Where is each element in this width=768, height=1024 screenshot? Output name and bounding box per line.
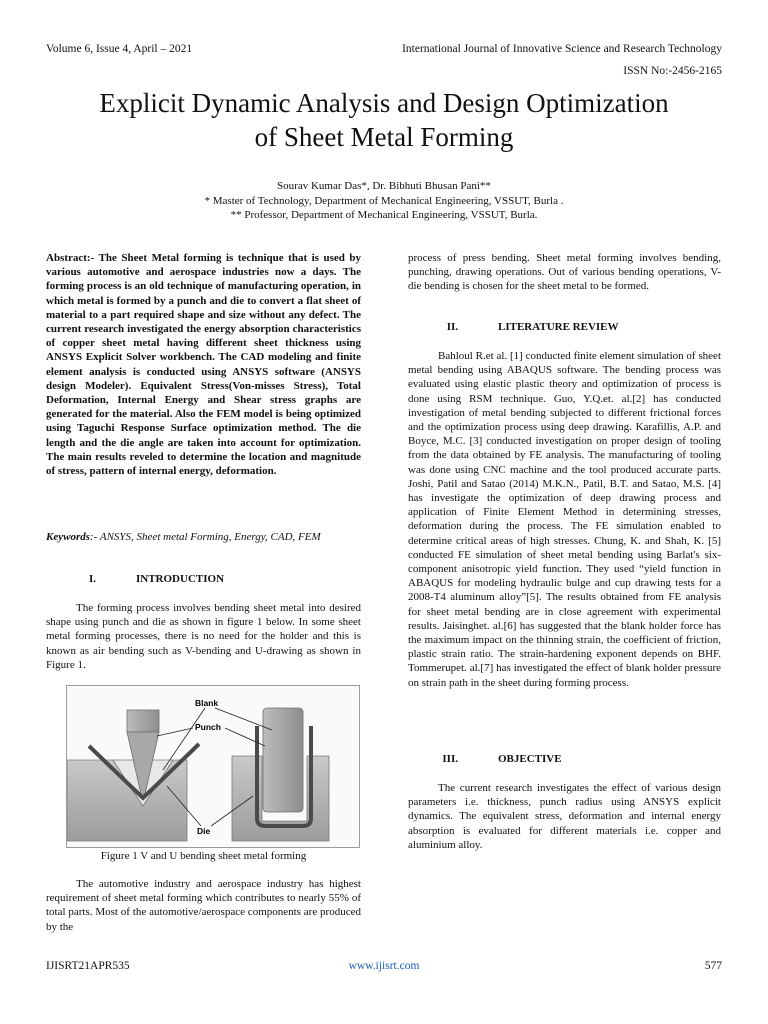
header-issn: ISSN No:-2456-2165 — [623, 65, 722, 77]
objective-paragraph: The current research investigates the effect of various design parameters i.e. thickness, punch radius using ANSYS explicit dynamics. The equivalent stress, deformation and internal energy absorption is evaluated for different materials i.e. copper and aluminium alloy. — [408, 782, 721, 851]
section-title: OBJECTIVE — [498, 753, 562, 765]
title-line-1: Explicit Dynamic Analysis and Design Optimization — [99, 88, 669, 118]
authors: Sourav Kumar Das*, Dr. Bibhuti Bhusan Pani** — [277, 180, 491, 192]
section-heading-introduction — [46, 573, 361, 585]
intro-paragraph-2: The automotive industry and aerospace industry has highest requirement of sheet metal forming which contributes to nearly 55% of total parts. Most of the automotive/aerospace components are produced by the — [46, 878, 361, 933]
figure-1-caption: Figure 1 V and U bending sheet metal forming — [100, 850, 307, 862]
section-heading-literature-review — [408, 321, 723, 333]
u-punch-shape — [263, 708, 303, 812]
label-punch: Punch — [195, 722, 221, 732]
right-paragraph-1: process of press bending. Sheet metal forming involves bending, punching, drawing operations. Out of various bending operations, V-die bending is chosen for the sheet metal to be formed. — [408, 252, 721, 293]
title-line-2: of Sheet Metal Forming — [254, 122, 514, 152]
section-title: INTRODUCTION — [136, 573, 225, 585]
footer-url-link[interactable]: www.ijisrt.com — [348, 960, 420, 972]
section-number: II. — [446, 321, 458, 333]
header-volume: Volume 6, Issue 4, April – 2021 — [46, 43, 193, 55]
keywords — [46, 530, 361, 544]
figure-1-image — [66, 685, 360, 848]
intro-paragraph-1: The forming process involves bending sheet metal into desired shape using punch and die as shown in figure 1 below. In some sheet metal forming processes, there is no need for the holder and this is known as air bending such as V-bending and U-drawing as shown in Figure 1. — [46, 602, 361, 671]
header-journal: International Journal of Innovative Science and Research Technology — [402, 43, 722, 55]
section-number: I. — [88, 573, 96, 585]
bending-diagram — [67, 686, 359, 847]
label-blank: Blank — [195, 698, 219, 708]
affiliation-1: * Master of Technology, Department of Mechanical Engineering, VSSUT, Burla . — [204, 195, 564, 207]
keywords-text: :- ANSYS, Sheet metal Forming, Energy, CAD, FEM — [90, 531, 321, 543]
section-heading-objective — [408, 753, 723, 765]
footer-code: IJISRT21APR535 — [46, 960, 130, 972]
footer-page-number: 577 — [704, 960, 722, 972]
section-number: III. — [442, 753, 458, 765]
label-die: Die — [197, 826, 211, 836]
literature-review-paragraph: Bahloul R.et al. [1] conducted finite element simulation of sheet metal bending using ABAQUS software. The bending process was evaluated using elastic plastic theory and optimization of process is done using RSM technique. Guo, Y.Q.et. al.[2] has conducted investigation of metal bending subjected to different frictional forces and the optimization process using deep drawing. Karafillis, A.P. and Boyce, M.C. [3] conducted investigation on proper design of tooling from the data obtained by FE analysis. The manufacturing of tooling was done using CNC machine and the tool produced accurate parts. Joshi, Patil and Satao (2014) M.K.N., Patil, B.T. and Satao, M.S. [4] has investigate the optimization of deep drawing process and application of Finite Element Method in determining stresses, deformation during the process. The FE simulation enabled to determine critical areas of high stresses. Chung, K. and Shah, K. [5] conducted FE simulation of sheet metal bending using Barlat's six-component anisotropic yield function. They used “yield function in ABAQUS for modeling hydraulic bulge and cup drawing tests for a 2008-T4 aluminum alloy”[5]. The results obtained from FE analysis for sheet metal bending are in close agreement with experimental results. Jaisinghet. al.[6] has suggested that the blank holder force has the maximum impact on the thinning strain, the coefficient of friction, plastic strain ratio. The strain-hardening exponent depends on BHF. Tommerupet. al.[7] has investigated the effect of blank holder pressure on strain path in the sheet during forming process. — [408, 350, 721, 689]
paper-title — [0, 86, 768, 154]
affiliation-2: ** Professor, Department of Mechanical Engineering, VSSUT, Burla. — [230, 209, 538, 221]
section-title: LITERATURE REVIEW — [498, 321, 619, 333]
abstract: Abstract:- The Sheet Metal forming is technique that is used by various automotive and aerospace industries now a days. The forming process is an old technique of manufacturing operation, in which metal is formed by a punch and die to convert a flat sheet of material to a part required shape and size without any defect. The current research investigated the energy absorption characteristics of copper sheet metal having different sheet thickness using ANSYS Explicit Solver workbench. The CAD modeling and finite element analysis is conducted using ANSYS software (ANSYS design Modeler). Equivalent Stress(Von-misses Stress), Total Deformation, Internal Energy and Shear stress graphs are generated for the material. Also the FEM model is being optimized using Taguchi Response Surface optimization method. The die length and the die angle are taken into account for optimization. The main results reveled to determine the location and magnitude of stress, pattern of internal energy, deformation. — [46, 252, 361, 478]
keywords-label: Keywords — [46, 531, 90, 543]
